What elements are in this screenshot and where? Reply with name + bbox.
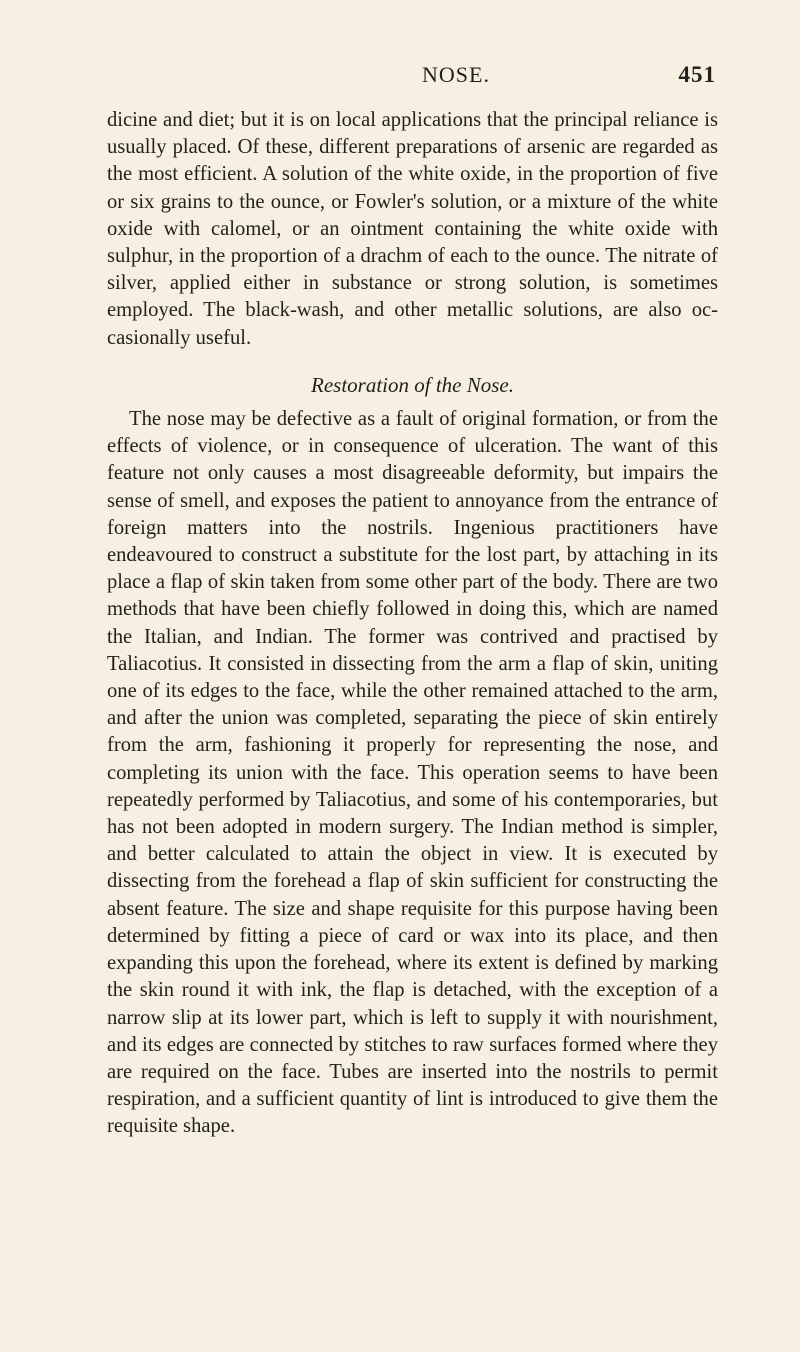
running-title: NOSE. bbox=[422, 62, 490, 87]
section-paragraph: The nose may be defective as a fault of original formation, or from the effects of violence, or in consequence of ulceration. The want of this feature not only causes a most disagreeable deformity, but impairs the sense of smell, and exposes the patient to annoyance from the entrance of foreign matters into the nostrils. Ingenious practitioners have endeavoured to construct a substitute for the lost part, by attaching in its place a flap of skin taken from some other part of the body. There are two methods that have been chiefly followed in doing this, which are named the Italian, and Indian. The former was contrived and practised by Taliacotius. It consisted in dissecting from the arm a flap of skin, uniting one of its edges to the face, while the other remained attached to the arm, and after the union was completed, separating the piece of skin entirely from the arm, fashioning it properly for representing the nose, and completing its union with the face. This operation seems to have been repeatedly performed by Taliacotius, and some of his contemporaries, but has not been adopted in modern surgery. The Indian method is simpler, and better calculated to attain the object in view. It is executed by dissecting from the forehead a flap of skin sufficient for constructing the absent feature. The size and shape requisite for this purpose having been determined by fitting a piece of card or wax into its place, and then expanding this upon the forehead, where its extent is defined by marking the skin round it with ink, the flap is detached, with the exception of a narrow slip at its lower part, which is left to supply it with nourishment, and its edges are connected by stitches to raw surfaces formed where they are required on the face. Tubes are inserted into the nostrils to permit respiration, and a sufficient quantity of lint is introduced to give them the requisite shape. bbox=[107, 408, 718, 1138]
section-heading: Restoration of the Nose. bbox=[311, 372, 514, 397]
page-number: 451 bbox=[678, 62, 716, 87]
body-text bbox=[107, 107, 718, 1141]
paragraph-continued: dicine and diet; but it is on local applications that the principal reliance is usually placed. Of these, different preparations of arsenic are regarded as the most efficient. A solution of the white oxide, in the proportion of five or six grains to the ounce, or Fowler's solution, or a mixture of the white oxide with calomel, or an ointment containing the white oxide with sulphur, in the proportion of a drachm of each to the ounce. The nitrate of silver, applied either in substance or strong solution, is sometimes employed. The black-wash, and other metallic solutions, are also occasionally useful. bbox=[107, 109, 718, 349]
running-head bbox=[108, 62, 716, 92]
